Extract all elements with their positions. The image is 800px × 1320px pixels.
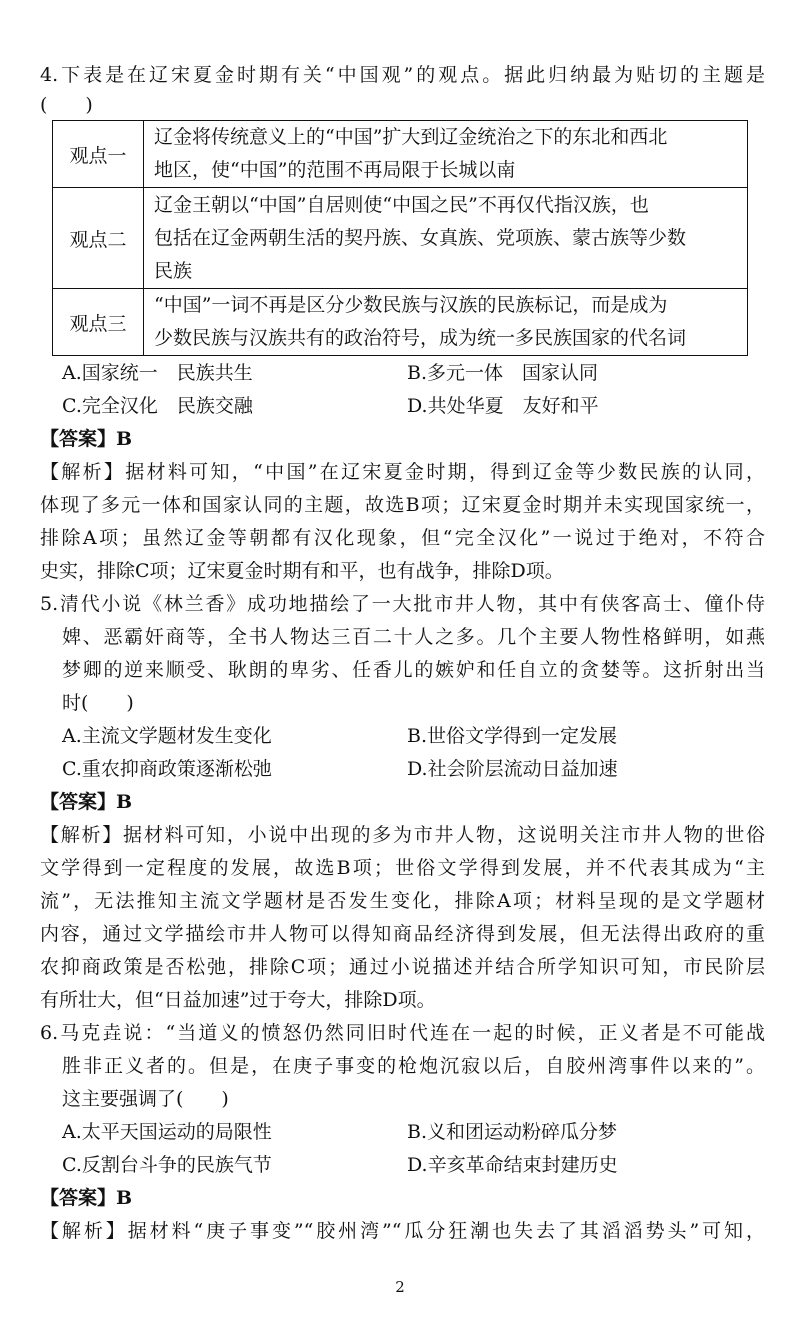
q4-option-b: B.多元一体 国家认同 — [407, 362, 599, 384]
table-row — [53, 289, 748, 356]
q5-stem-line-3: 梦卿的逆来顺受、耿朗的卑劣、任香儿的嫉妒和任自立的贪婪等。这折射出当 — [62, 659, 765, 681]
viewpoint-text-line: 辽金王朝以“中国”自居则使“中国之民”不再仅代指汉族，也 — [154, 193, 649, 216]
q6-stem-line-3: 这主要强调了( ) — [62, 1088, 229, 1110]
viewpoints-table — [52, 120, 748, 356]
q4-analysis-line-1: 【解析】据材料可知，“中国”在辽宋夏金时期，得到辽金等少数民族的认同， — [40, 461, 765, 483]
q5-analysis-line-1: 【解析】据材料可知，小说中出现的多为市井人物，这说明关注市井人物的世俗 — [40, 824, 765, 846]
q6-option-a: A.太平天国运动的局限性 — [62, 1121, 272, 1143]
viewpoint-text-line: 少数民族与汉族共有的政治符号，成为统一多民族国家的代名词 — [154, 327, 687, 349]
viewpoint-text — [144, 121, 748, 188]
q5-analysis-line-3: 流”，无法推知主流文学题材是否发生变化，排除A项；材料呈现的是文学题材 — [40, 890, 765, 912]
q6-stem-line-1: 6.马克垚说：“当道义的愤怒仍然同旧时代连在一起的时候，正义者是不可能战 — [40, 1022, 765, 1044]
viewpoint-label: 观点一 — [53, 121, 144, 188]
q5-analysis-line-2: 文学得到一定程度的发展，故选B项；世俗文学得到发展，并不代表其成为“主 — [40, 857, 765, 879]
q6-answer: 【答案】B — [40, 1187, 133, 1209]
viewpoint-text-line: “中国”一词不再是区分少数民族与汉族的民族标记，而是成为 — [154, 294, 668, 316]
q4-analysis-line-2: 体现了多元一体和国家认同的主题，故选B项；辽宋夏金时期并未实现国家统一， — [40, 494, 765, 516]
q5-stem-line-1: 5.清代小说《林兰香》成功地描绘了一大批市井人物，其中有侠客高士、僮仆侍 — [40, 593, 765, 615]
table-row — [53, 121, 748, 188]
q5-answer: 【答案】B — [40, 791, 133, 813]
q4-stem-line-2: ( ) — [40, 94, 93, 116]
q5-option-a: A.主流文学题材发生变化 — [62, 725, 272, 747]
viewpoint-label: 观点三 — [53, 289, 144, 356]
q4-analysis-line-3: 排除A项；虽然辽金等朝都有汉化现象，但“完全汉化”一说过于绝对，不符合 — [40, 527, 765, 549]
q6-option-d: D.辛亥革命结束封建历史 — [407, 1154, 618, 1176]
q4-stem-line-1: 4.下表是在辽宋夏金时期有关“中国观”的观点。据此归纳最为贴切的主题是 — [40, 64, 765, 86]
q4-option-d: D.共处华夏 友好和平 — [407, 395, 599, 417]
q6-stem-line-2: 胜非正义者的。但是，在庚子事变的枪炮沉寂以后，自胶州湾事件以来的”。 — [62, 1055, 765, 1077]
viewpoint-text-line: 民族 — [154, 259, 193, 282]
q4-answer: 【答案】B — [40, 428, 133, 450]
table-row — [53, 188, 748, 289]
viewpoint-text — [144, 289, 748, 356]
q4-option-a: A.国家统一 民族共生 — [62, 362, 253, 384]
q5-analysis-line-5: 农抑商政策是否松弛，排除C项；通过小说描述并结合所学知识可知，市民阶层 — [40, 956, 765, 978]
viewpoint-text-line: 地区，使“中国”的范围不再局限于长城以南 — [154, 159, 516, 181]
q5-stem-line-2: 婢、恶霸奸商等，全书人物达三百二十人之多。几个主要人物性格鲜明，如燕 — [62, 626, 765, 648]
q6-option-b: B.义和团运动粉碎瓜分梦 — [407, 1121, 618, 1143]
viewpoint-text-line: 包括在辽金两朝生活的契丹族、女真族、党项族、蒙古族等少数 — [154, 226, 687, 249]
q4-analysis-line-4: 史实，排除C项；辽宋夏金时期有和平，也有战争，排除D项。 — [40, 560, 564, 582]
q6-option-c: C.反割台斗争的民族气节 — [62, 1154, 272, 1176]
q4-option-c: C.完全汉化 民族交融 — [62, 395, 253, 417]
q5-option-c: C.重农抑商政策逐渐松弛 — [62, 758, 272, 780]
q5-option-d: D.社会阶层流动日益加速 — [407, 758, 618, 780]
page-number: 2 — [395, 1278, 405, 1296]
q5-stem-line-4: 时( ) — [62, 692, 134, 714]
viewpoint-text — [144, 188, 748, 289]
q6-analysis-line-1: 【解析】据材料“庚子事变”“胶州湾”“瓜分狂潮也失去了其滔滔势头”可知， — [40, 1220, 765, 1242]
viewpoint-label: 观点二 — [53, 188, 144, 289]
viewpoint-text-line: 辽金将传统意义上的“中国”扩大到辽金统治之下的东北和西北 — [154, 126, 668, 148]
q5-analysis-line-6: 有所壮大，但“日益加速”过于夸大，排除D项。 — [40, 989, 436, 1011]
q5-analysis-line-4: 内容，通过文学描绘市井人物可以得知商品经济得到发展，但无法得出政府的重 — [40, 923, 765, 945]
q5-option-b: B.世俗文学得到一定发展 — [407, 725, 618, 747]
